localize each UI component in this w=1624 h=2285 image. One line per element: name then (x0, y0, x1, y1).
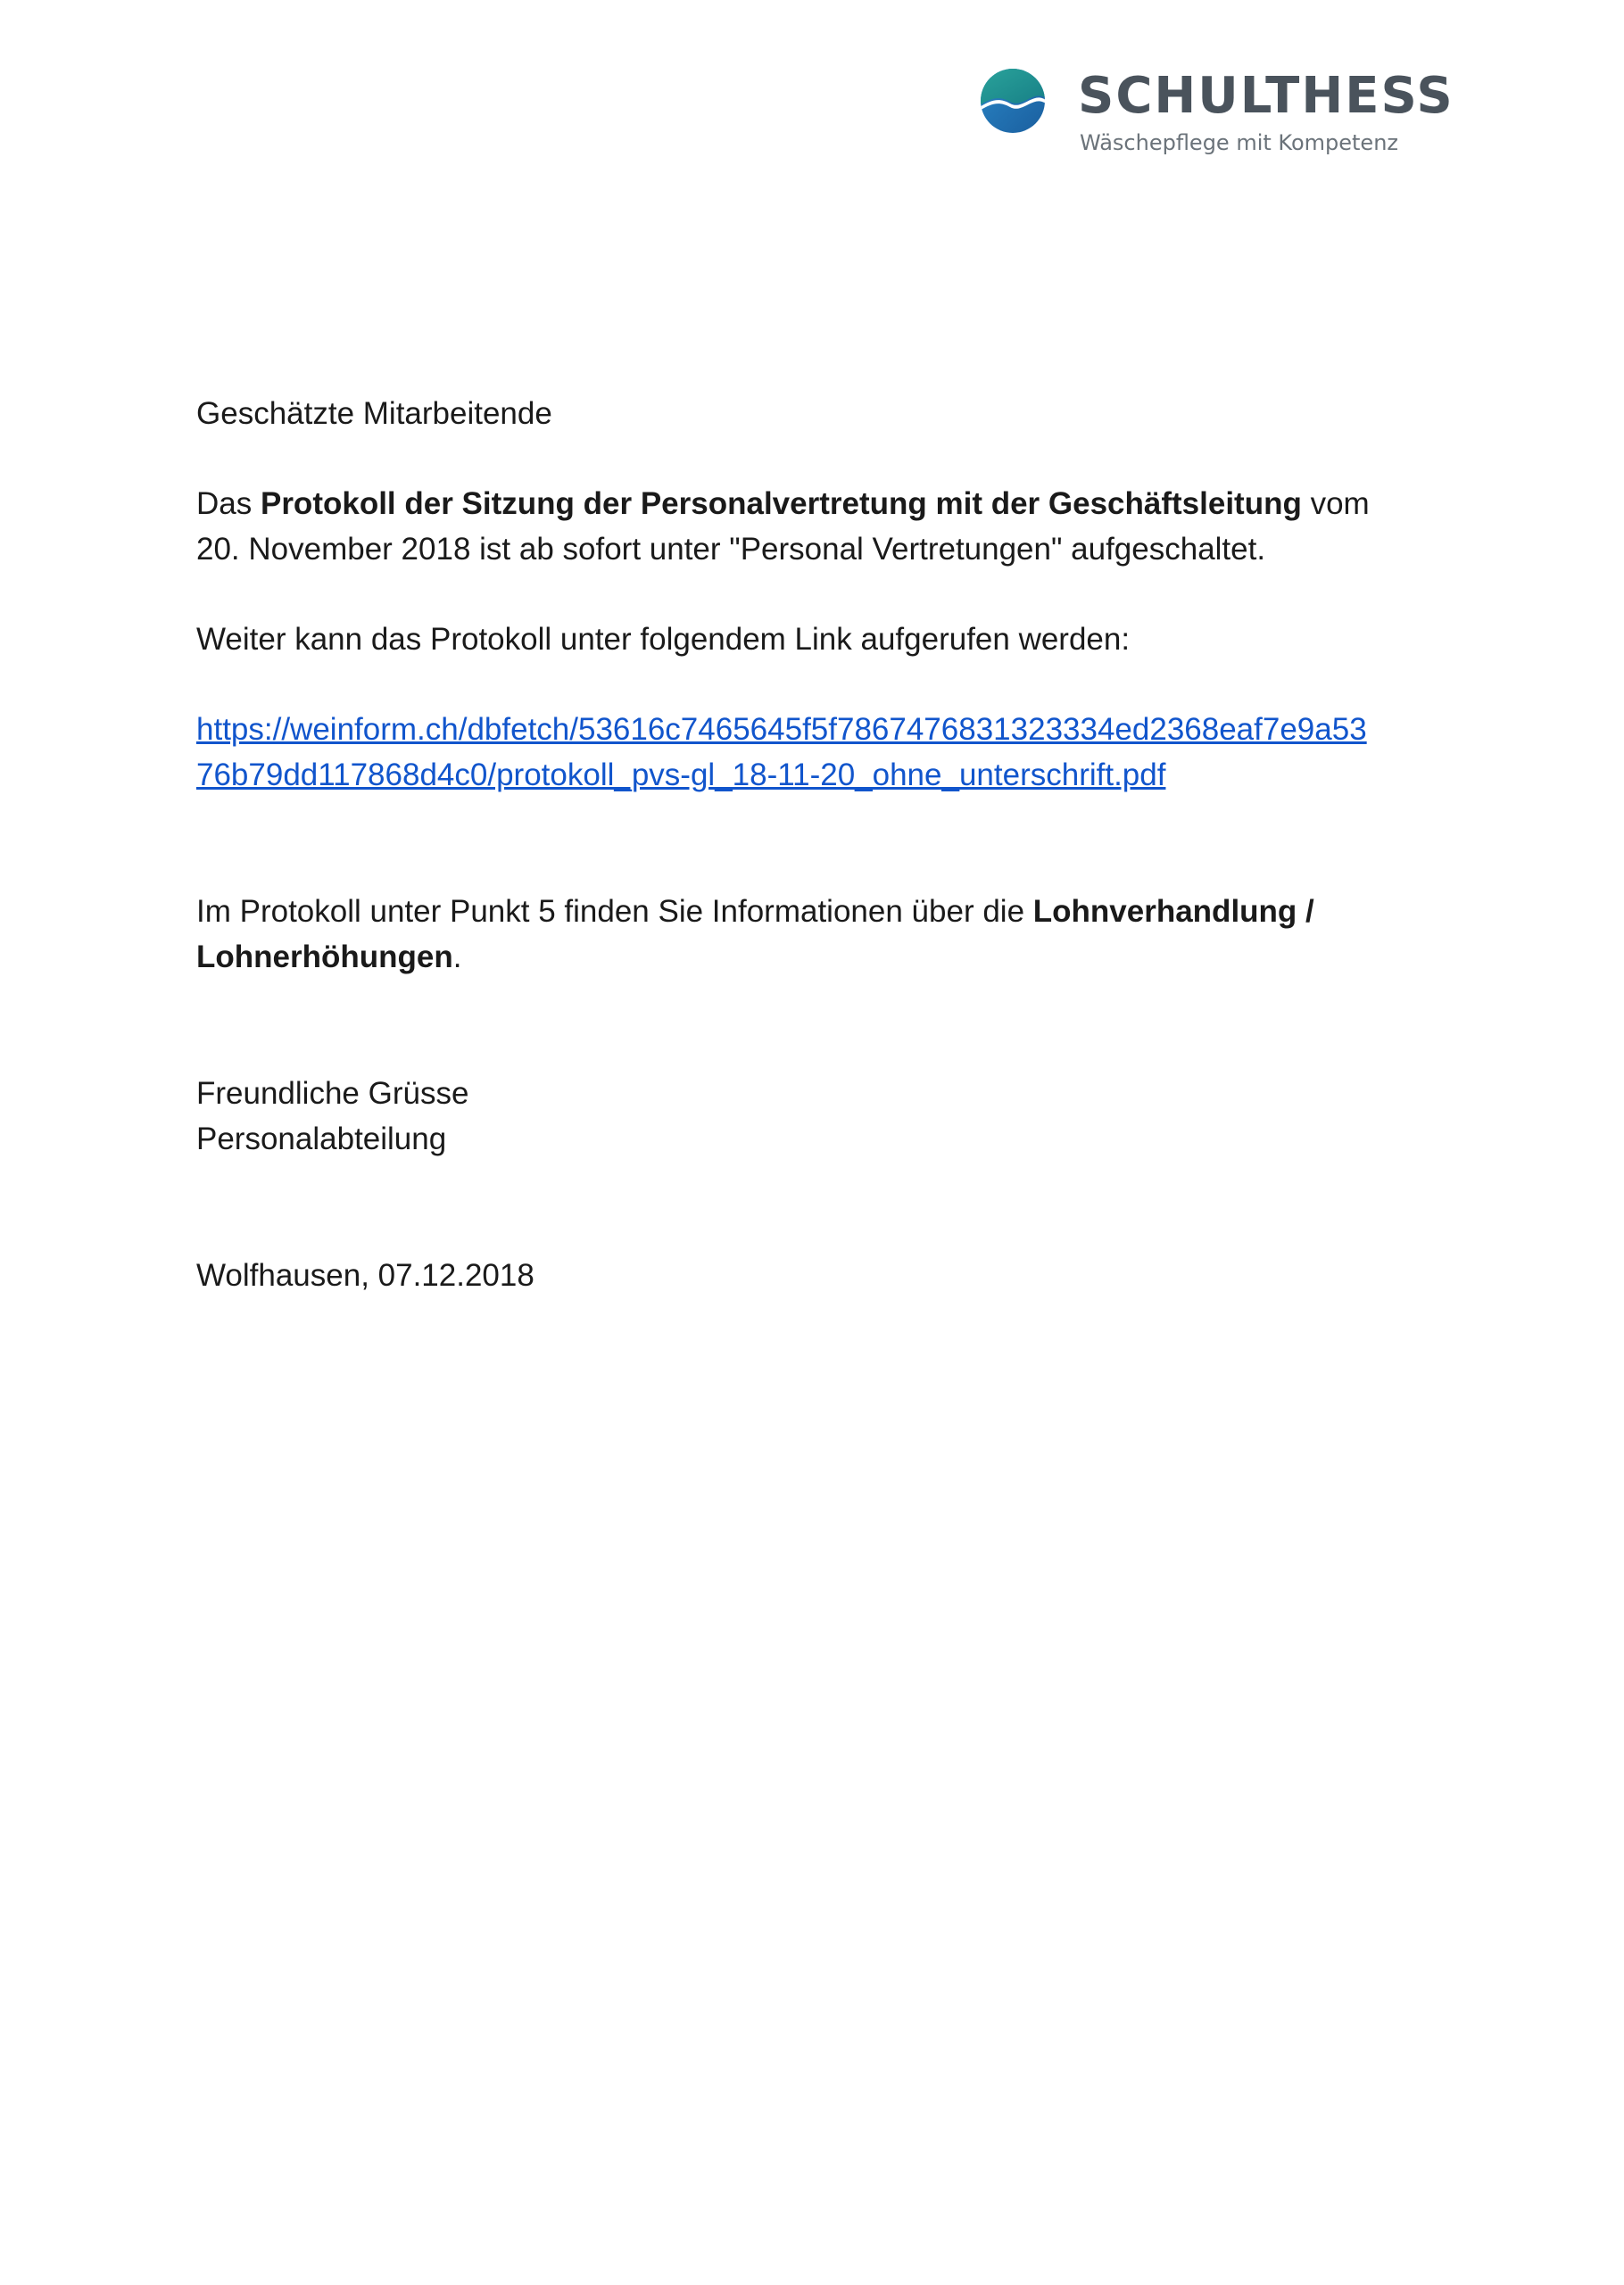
greeting: Geschätzte Mitarbeitende (196, 396, 552, 431)
closing (196, 1071, 1446, 1162)
letter-body (196, 391, 1446, 1298)
closing-line2: Personalabteilung (196, 1122, 447, 1156)
brand-wordmark: SCHULTHESS (1078, 67, 1454, 125)
schulthess-logo-icon (980, 68, 1046, 134)
p3-bold1: Lohnverhandlung / (1032, 894, 1314, 929)
p1-pre: Das (196, 486, 261, 521)
p1-bold: Protokoll der Sitzung der Personalvertretung mit der Geschäftsleitung (260, 486, 1302, 521)
p3-pre: Im Protokoll unter Punkt 5 finden Sie Informationen über die (196, 894, 1033, 929)
place-date: Wolfhausen, 07.12.2018 (196, 1258, 534, 1293)
paragraph-point5 (196, 889, 1446, 980)
protocol-link-line1[interactable]: https://weinform.ch/dbfetch/53616c7465645f5f7867476831323334ed2368eaf7e9a53 (196, 712, 1367, 747)
p3-post: . (452, 940, 462, 974)
paragraph-link-intro: Weiter kann das Protokoll unter folgendem Link aufgerufen werden: (196, 622, 1131, 657)
company-logo (980, 64, 1515, 171)
p1-line2: 20. November 2018 ist ab sofort unter "Personal Vertretungen" aufgeschaltet. (196, 532, 1266, 567)
protocol-link[interactable] (196, 707, 1446, 798)
paragraph-protocol (196, 481, 1446, 572)
p1-post: vom (1301, 486, 1370, 521)
protocol-link-line2[interactable]: 76b79dd117868d4c0/protokoll_pvs-gl_18-11-20_ohne_unterschrift.pdf (196, 758, 1166, 792)
p3-bold2: Lohnerhöhungen (196, 940, 453, 974)
brand-tagline: Wäschepflege mit Kompetenz (1080, 130, 1398, 155)
closing-line1: Freundliche Grüsse (196, 1076, 469, 1111)
